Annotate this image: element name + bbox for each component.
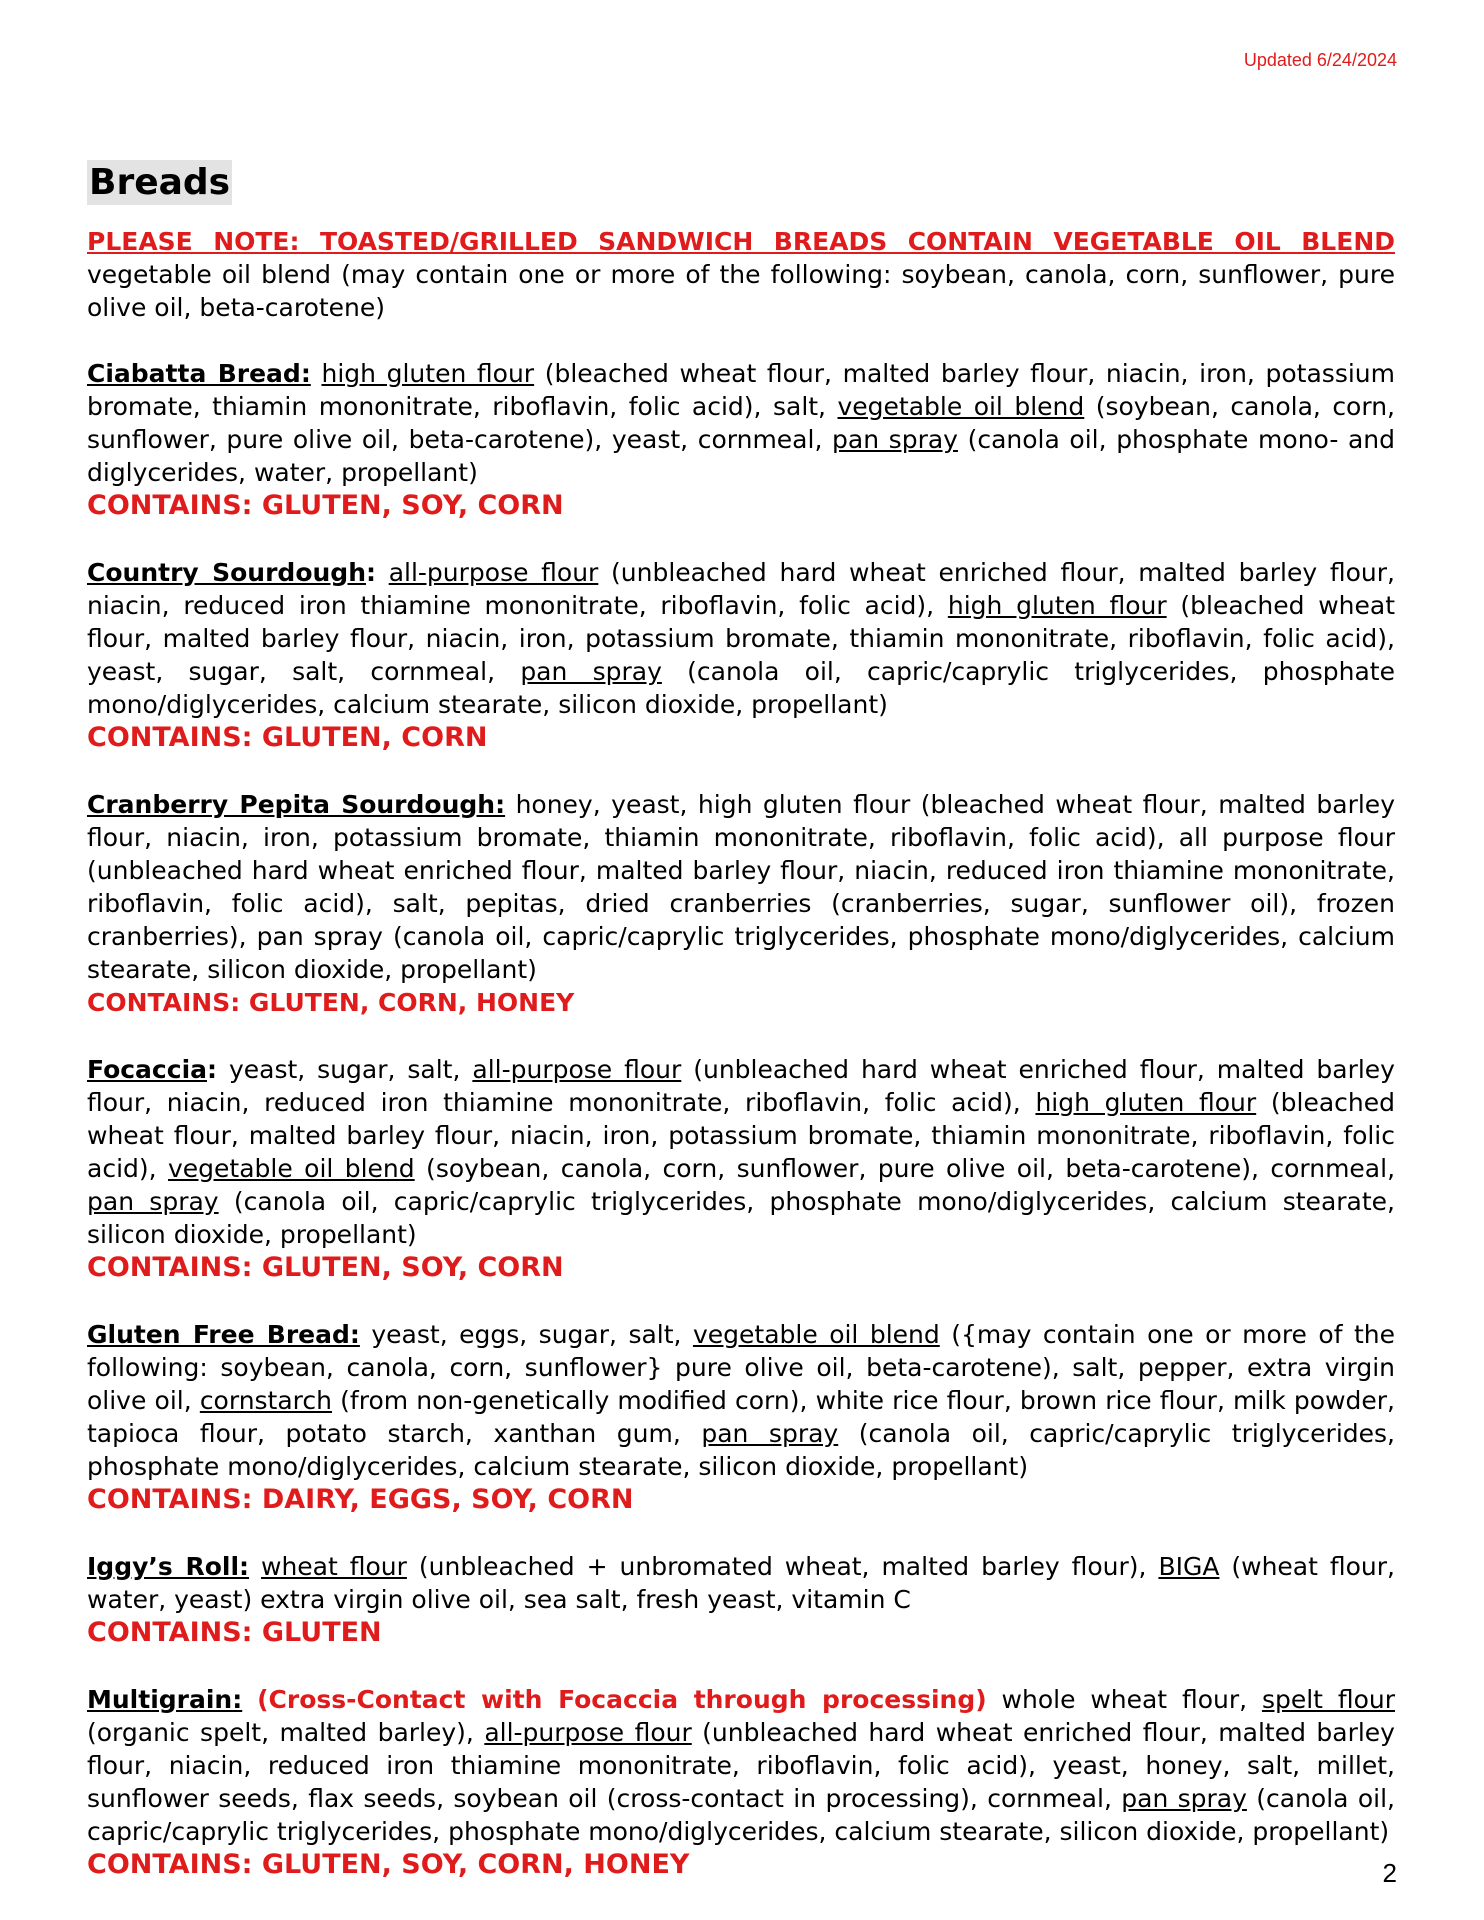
ingredient-text: ({may contain one or more of the following: soybean, canola, corn, sunflower} pure olive oil, beta-carotene), salt, pepper, extra virgin olive oil, — [87, 1320, 1396, 1415]
bread-item — [87, 357, 1395, 523]
bread-name: Ciabatta Bread: — [87, 359, 311, 388]
bread-item — [87, 1683, 1395, 1882]
ingredient-text: (bleached wheat flour, malted barley flour, niacin, iron, potassium bromate, thiamin mononitrate, riboflavin, folic acid), salt, — [87, 359, 1395, 421]
ingredient-text: (bleached wheat flour, malted barley flour, niacin, iron, potassium bromate, thiamin mononitrate, riboflavin, folic acid), yeast, sugar, salt, cornmeal, — [87, 591, 1395, 686]
vegetable-oil-note — [87, 225, 1395, 324]
bread-item — [87, 788, 1395, 1020]
bread-name: Gluten Free Bread: — [87, 1320, 360, 1349]
ingredient-link-text: all-purpose flour — [472, 1055, 682, 1084]
ingredient-link-text: vegetable oil blend — [168, 1154, 415, 1183]
ingredient-text: honey, yeast, high gluten flour (bleached wheat flour, malted barley flour, niacin, iron, potassium bromate, thiamin mononitrate, riboflavin, folic acid), all purpose flour (unbleached hard wheat enriched flour, malted barley flour, niacin, reduced iron thiamine mononitrate, riboflavin, folic acid), salt, pepitas, dried cranberries (cranberries, sugar, sunflower oil), frozen cranberries), pan spray (canola oil, capric/caprylic triglycerides, phosphate mono/diglycerides, calcium stearate, silicon dioxide, propellant) — [87, 790, 1395, 984]
ingredient-text: (canola oil, phosphate mono- and diglycerides, water, propellant) — [87, 425, 1395, 487]
ingredient-link-text: spelt flour — [1261, 1685, 1396, 1714]
ingredients-text — [87, 1053, 1395, 1251]
ingredient-link-text: cornstarch — [199, 1386, 333, 1415]
ingredient-text — [311, 359, 322, 388]
ingredient-link-text: pan spray — [832, 425, 958, 454]
ingredient-link-text: pan spray — [701, 1419, 839, 1448]
ingredient-link-text: vegetable oil blend — [837, 392, 1085, 421]
ingredient-text: (canola oil, capric/caprylic triglycerides, phosphate mono/diglycerides, calcium stearate, silicon dioxide, propellant) — [87, 1419, 1396, 1481]
ingredients-text — [87, 1683, 1395, 1848]
allergen-contains: CONTAINS: DAIRY, EGGS, SOY, CORN — [87, 1484, 634, 1515]
allergen-contains: CONTAINS: GLUTEN, SOY, CORN, HONEY — [87, 1849, 690, 1880]
ingredient-text: (soybean, canola, corn, sunflower, pure olive oil, beta-carotene), yeast, cornmeal, — [87, 392, 1395, 454]
ingredient-text: (canola oil, capric/caprylic triglycerides, phosphate mono/diglycerides, calcium stearate, silicon dioxide, propellant) — [87, 1187, 1395, 1249]
ingredient-text: whole wheat flour, — [986, 1685, 1262, 1714]
bread-item — [87, 556, 1395, 755]
ingredient-link-text: BIGA — [1158, 1552, 1220, 1581]
ingredient-text: (soybean, canola, corn, sunflower, pure olive oil, beta-carotene), cornmeal, — [414, 1154, 1396, 1183]
ingredient-link-text: high gluten flour — [1035, 1088, 1257, 1117]
bread-name: Cranberry Pepita Sourdough: — [87, 790, 506, 819]
ingredient-text: (canola oil, capric/caprylic triglycerides, phosphate mono/diglycerides, calcium stearate, silicon dioxide, propellant) — [87, 1784, 1395, 1846]
ingredient-link-text: wheat flour — [261, 1552, 407, 1581]
ingredient-link-text: high gluten flour — [947, 591, 1167, 620]
ingredient-text: (wheat flour, water, yeast) extra virgin olive oil, sea salt, fresh yeast, vitamin C — [87, 1552, 1395, 1614]
allergen-contains: CONTAINS: GLUTEN, SOY, CORN — [87, 490, 564, 521]
bread-item — [87, 1550, 1395, 1650]
allergen-contains: CONTAINS: GLUTEN, CORN — [87, 722, 488, 753]
bread-name: Country Sourdough — [87, 558, 366, 587]
updated-date: Updated 6/24/2024 — [1243, 50, 1397, 70]
page-number: 2 — [1382, 1858, 1397, 1888]
ingredient-text: (unbleached hard wheat enriched flour, malted barley flour, niacin, reduced iron thiamine mononitrate, riboflavin, folic acid), — [87, 1055, 1395, 1117]
ingredient-text: (unbleached + unbromated wheat, malted barley flour), — [406, 1552, 1159, 1581]
cross-contact-note: (Cross-Contact with Focaccia through processing) — [257, 1685, 987, 1714]
ingredient-link-text: high gluten flour — [321, 359, 535, 388]
ingredient-text: (unbleached hard wheat enriched flour, malted barley flour, niacin, reduced iron thiamine mononitrate, riboflavin, folic acid), — [87, 558, 1395, 620]
ingredient-text — [249, 1552, 261, 1581]
allergen-contains: CONTAINS: GLUTEN, CORN, HONEY — [87, 988, 575, 1017]
note-text: vegetable oil blend (may contain one or more of the following: soybean, canola, corn, sunflower, pure olive oil, beta-carotene) — [87, 260, 1395, 322]
bread-name: Multigrain: — [87, 1685, 243, 1714]
ingredients-text — [87, 357, 1395, 489]
ingredient-text: (organic spelt, malted barley), — [87, 1718, 485, 1747]
ingredient-link-text: pan spray — [1121, 1784, 1247, 1813]
ingredient-text: (bleached wheat flour, malted barley flour, niacin, iron, potassium bromate, thiamin mononitrate, riboflavin, folic acid), — [87, 1088, 1395, 1183]
ingredient-text — [376, 558, 389, 587]
ingredient-link-text: all-purpose flour — [484, 1718, 692, 1747]
ingredient-text: (from non-genetically modified corn), white rice flour, brown rice flour, milk powder, tapioca flour, potato starch, xanthan gum, — [87, 1386, 1396, 1448]
allergen-contains: CONTAINS: GLUTEN, SOY, CORN — [87, 1252, 564, 1283]
ingredients-text — [87, 1318, 1395, 1483]
name-colon: : — [207, 1055, 218, 1084]
ingredients-text — [87, 788, 1395, 986]
name-colon: : — [366, 558, 376, 587]
ingredient-link-text: all-purpose flour — [388, 558, 599, 587]
ingredient-text: yeast, eggs, sugar, salt, — [359, 1320, 693, 1349]
ingredients-text — [87, 1550, 1395, 1616]
section-title: Breads — [89, 162, 231, 203]
ingredient-link-text: pan spray — [87, 1187, 219, 1216]
bread-list — [87, 357, 1395, 1882]
bread-item — [87, 1053, 1395, 1285]
bread-name: Iggy’s Roll: — [87, 1552, 250, 1581]
ingredient-text: yeast, sugar, salt, — [217, 1055, 473, 1084]
ingredient-text — [242, 1685, 257, 1714]
ingredient-link-text: pan spray — [520, 657, 662, 686]
ingredients-text — [87, 556, 1395, 721]
note-warning: PLEASE NOTE: TOASTED/GRILLED SANDWICH BREADS CONTAIN VEGETABLE OIL BLEND — [87, 227, 1395, 256]
page-content — [87, 160, 1395, 1915]
bread-name: Focaccia — [87, 1055, 208, 1084]
ingredient-link-text: vegetable oil blend — [692, 1320, 940, 1349]
bread-item — [87, 1318, 1395, 1517]
allergen-contains: CONTAINS: GLUTEN — [87, 1617, 382, 1648]
ingredient-text: (canola oil, capric/caprylic triglycerides, phosphate mono/diglycerides, calcium stearate, silicon dioxide, propellant) — [87, 657, 1395, 719]
ingredient-text: (unbleached hard wheat enriched flour, malted barley flour, niacin, reduced iron thiamine mononitrate, riboflavin, folic acid), yeast, honey, salt, millet, sunflower seeds, flax seeds, soybean oil (cross-contact in processing), cornmeal, — [87, 1718, 1395, 1813]
